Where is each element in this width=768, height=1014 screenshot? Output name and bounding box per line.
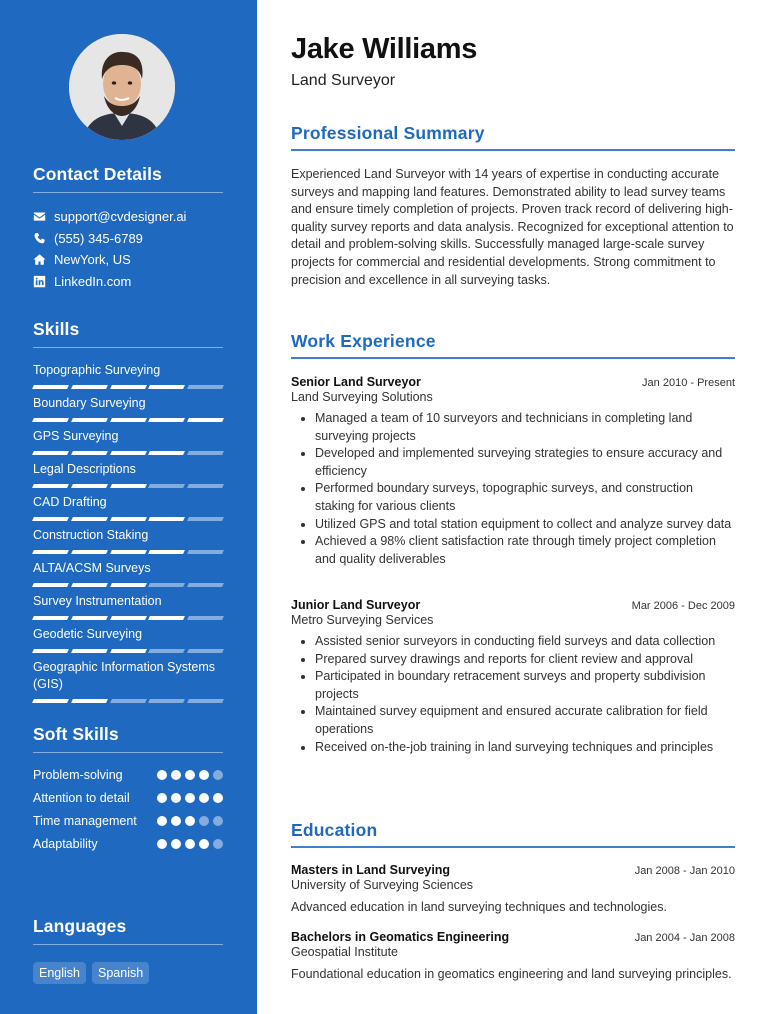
skill-level-segment [110,550,147,554]
skill-level-segment [71,649,108,653]
contact-phone-text: (555) 345-6789 [54,230,143,246]
job-dates: Mar 2006 - Dec 2009 [631,600,735,612]
education-heading: Education [291,820,378,840]
skill-item [33,659,223,703]
education-entry [291,863,735,917]
rating-dot [213,816,223,826]
skill-level-segment [110,517,147,521]
rating-dot [171,793,181,803]
skill-name: Topographic Surveying [33,363,161,377]
contact-email[interactable] [33,206,223,228]
skill-level-segment [187,451,224,455]
job-bullets [291,410,735,568]
skill-name: ALTA/ACSM Surveys [33,561,151,575]
skill-item [33,527,223,554]
skill-level-segment [32,517,69,521]
soft-skill-item [33,813,223,830]
list-item: Achieved a 98% client satisfaction rate through timely project completion and quality deliverables [291,533,735,568]
skill-name: Boundary Surveying [33,396,146,410]
skill-level-bar [33,649,223,653]
skill-name: Geographic Information Systems (GIS) [33,660,216,691]
contact-heading: Contact Details [33,164,162,184]
skill-level-segment [110,616,147,620]
degree-title: Masters in Land Surveying [291,863,451,877]
languages-section [33,916,223,984]
job-company: Metro Surveying Services [291,613,434,627]
divider [33,347,223,348]
rating-dot [157,793,167,803]
skill-level-segment [148,385,185,389]
skill-level-segment [110,699,147,703]
job-bullets [291,633,735,756]
language-chip: Spanish [92,962,149,984]
list-item: Performed boundary surveys, topographic surveys, and construction staking for various clients [291,480,735,515]
list-item: Utilized GPS and total station equipment to collect and analyze survey data [291,516,735,534]
list-item: Managed a team of 10 surveyors and technicians in completing land surveying projects [291,410,735,445]
skill-level-segment [187,418,224,422]
soft-skill-rating [157,816,223,826]
skills-section [33,319,223,709]
sidebar [0,0,257,1014]
envelope-icon [33,210,46,223]
skill-level-segment [110,649,147,653]
skill-level-segment [187,484,224,488]
rating-dot [185,793,195,803]
skill-level-bar [33,517,223,521]
skill-level-bar [33,583,223,587]
skill-level-segment [32,385,69,389]
skill-level-segment [71,484,108,488]
skill-level-segment [110,484,147,488]
skill-level-segment [148,616,185,620]
education-dates: Jan 2008 - Jan 2010 [634,865,735,877]
skill-level-bar [33,385,223,389]
rating-dot [171,816,181,826]
skill-level-segment [110,451,147,455]
soft-skill-name: Time management [33,814,137,828]
divider [291,149,735,151]
skill-name: Legal Descriptions [33,462,136,476]
rating-dot [171,839,181,849]
skill-level-segment [110,583,147,587]
skill-level-segment [148,418,185,422]
skill-level-segment [32,451,69,455]
skill-level-segment [148,484,185,488]
rating-dot [185,839,195,849]
divider [33,752,223,753]
contact-location [33,249,223,271]
rating-dot [213,839,223,849]
soft-skill-name: Adaptability [33,837,98,851]
skill-item [33,428,223,455]
skill-level-segment [148,451,185,455]
skill-level-bar [33,699,223,703]
rating-dot [171,770,181,780]
job-entry [291,598,735,756]
work-experience-heading: Work Experience [291,331,436,351]
soft-skill-item [33,790,223,807]
rating-dot [157,839,167,849]
skill-list [33,362,223,703]
skill-level-segment [187,649,224,653]
skill-level-segment [148,649,185,653]
skill-item [33,626,223,653]
skill-level-segment [148,517,185,521]
skill-level-segment [187,583,224,587]
skill-level-segment [71,616,108,620]
skill-level-segment [71,550,108,554]
school-name: Geospatial Institute [291,945,399,959]
skill-item [33,362,223,389]
education-description: Advanced education in land surveying techniques and technologies. [291,900,667,914]
skill-level-bar [33,418,223,422]
skill-level-segment [187,385,224,389]
job-title: Senior Land Surveyor [291,375,421,389]
divider [291,357,735,359]
avatar [69,34,175,140]
education-description: Foundational education in geomatics engineering and land surveying principles. [291,967,732,981]
language-list [33,962,223,984]
contact-location-text: NewYork, US [54,252,131,268]
skill-name: Construction Staking [33,528,149,542]
skill-name: CAD Drafting [33,495,107,509]
soft-skill-item [33,767,223,784]
skill-name: GPS Surveying [33,429,119,443]
candidate-title: Land Surveyor [291,72,396,89]
phone-icon [33,232,46,245]
skill-item [33,395,223,422]
skills-heading: Skills [33,319,80,339]
contact-email-text: support@cvdesigner.ai [54,209,187,225]
rating-dot [199,816,209,826]
skill-level-segment [71,451,108,455]
skill-level-segment [187,550,224,554]
soft-skill-rating [157,770,223,780]
skill-item [33,593,223,620]
rating-dot [199,770,209,780]
languages-heading: Languages [33,916,127,936]
contact-phone[interactable] [33,228,223,250]
skill-level-segment [187,517,224,521]
language-chip: English [33,962,86,984]
list-item: Assisted senior surveyors in conducting field surveys and data collection [291,633,735,651]
summary-text: Experienced Land Surveyor with 14 years of expertise in conducting accurate surveys and mapping land features. Demonstrated ability to lead survey teams and ensure timely completion of projects. Proven track record of delivering high-quality survey reports and data analysis. Recognized for exceptional attention to detail and problem-solving skills. Successfully managed large-scale survey projects for commercial and residential developments. Strong commitment to precision and excellence in all surveying tasks. [291,167,734,287]
soft-skill-list [33,767,223,853]
skill-level-segment [32,583,69,587]
soft-skill-name: Problem-solving [33,768,123,782]
rating-dot [157,770,167,780]
skill-level-segment [71,583,108,587]
skill-level-segment [71,699,108,703]
rating-dot [157,816,167,826]
skill-level-bar [33,550,223,554]
contact-section [33,164,223,292]
profile-photo [69,34,175,140]
divider [33,944,223,945]
list-item: Maintained survey equipment and ensured accurate calibration for field operations [291,703,735,738]
list-item: Developed and implemented surveying strategies to ensure accuracy and efficiency [291,445,735,480]
rating-dot [199,839,209,849]
skill-name: Geodetic Surveying [33,627,143,641]
soft-skill-name: Attention to detail [33,791,130,805]
degree-title: Bachelors in Geomatics Engineering [291,930,510,944]
skill-level-segment [32,418,69,422]
skill-level-segment [32,550,69,554]
job-company: Land Surveying Solutions [291,390,433,404]
rating-dot [185,770,195,780]
job-title: Junior Land Surveyor [291,598,421,612]
rating-dot [199,793,209,803]
contact-linkedin-text: LinkedIn.com [54,274,132,290]
skill-level-bar [33,451,223,455]
summary-heading: Professional Summary [291,123,485,143]
skill-item [33,461,223,488]
skill-level-segment [32,699,69,703]
education-entry [291,930,735,984]
skill-item [33,560,223,587]
linkedin-icon [33,275,46,288]
skill-level-segment [110,385,147,389]
contact-list [33,206,223,292]
soft-skill-rating [157,839,223,849]
skill-level-segment [148,583,185,587]
rating-dot [213,793,223,803]
candidate-name: Jake Williams [291,33,478,65]
skill-level-segment [71,418,108,422]
rating-dot [185,816,195,826]
soft-skills-section [33,724,223,859]
skill-item [33,494,223,521]
skill-name: Survey Instrumentation [33,594,162,608]
job-dates: Jan 2010 - Present [642,377,735,389]
skill-level-segment [148,699,185,703]
home-icon [33,253,46,266]
divider [33,192,223,193]
skill-level-segment [187,616,224,620]
skill-level-bar [33,616,223,620]
skill-level-segment [71,385,108,389]
skill-level-bar [33,484,223,488]
list-item: Prepared survey drawings and reports for client review and approval [291,651,735,669]
divider [291,846,735,848]
soft-skills-heading: Soft Skills [33,724,119,744]
school-name: University of Surveying Sciences [291,878,474,892]
skill-level-segment [110,418,147,422]
skill-level-segment [71,517,108,521]
list-item: Participated in boundary retracement surveys and property subdivision projects [291,668,735,703]
skill-level-segment [32,484,69,488]
skill-level-segment [187,699,224,703]
rating-dot [213,770,223,780]
soft-skill-item [33,836,223,853]
education-dates: Jan 2004 - Jan 2008 [634,932,735,944]
skill-level-segment [32,649,69,653]
contact-linkedin[interactable] [33,271,223,293]
job-entry [291,375,735,568]
skill-level-segment [148,550,185,554]
list-item: Received on-the-job training in land surveying techniques and principles [291,739,735,757]
soft-skill-rating [157,793,223,803]
skill-level-segment [32,616,69,620]
